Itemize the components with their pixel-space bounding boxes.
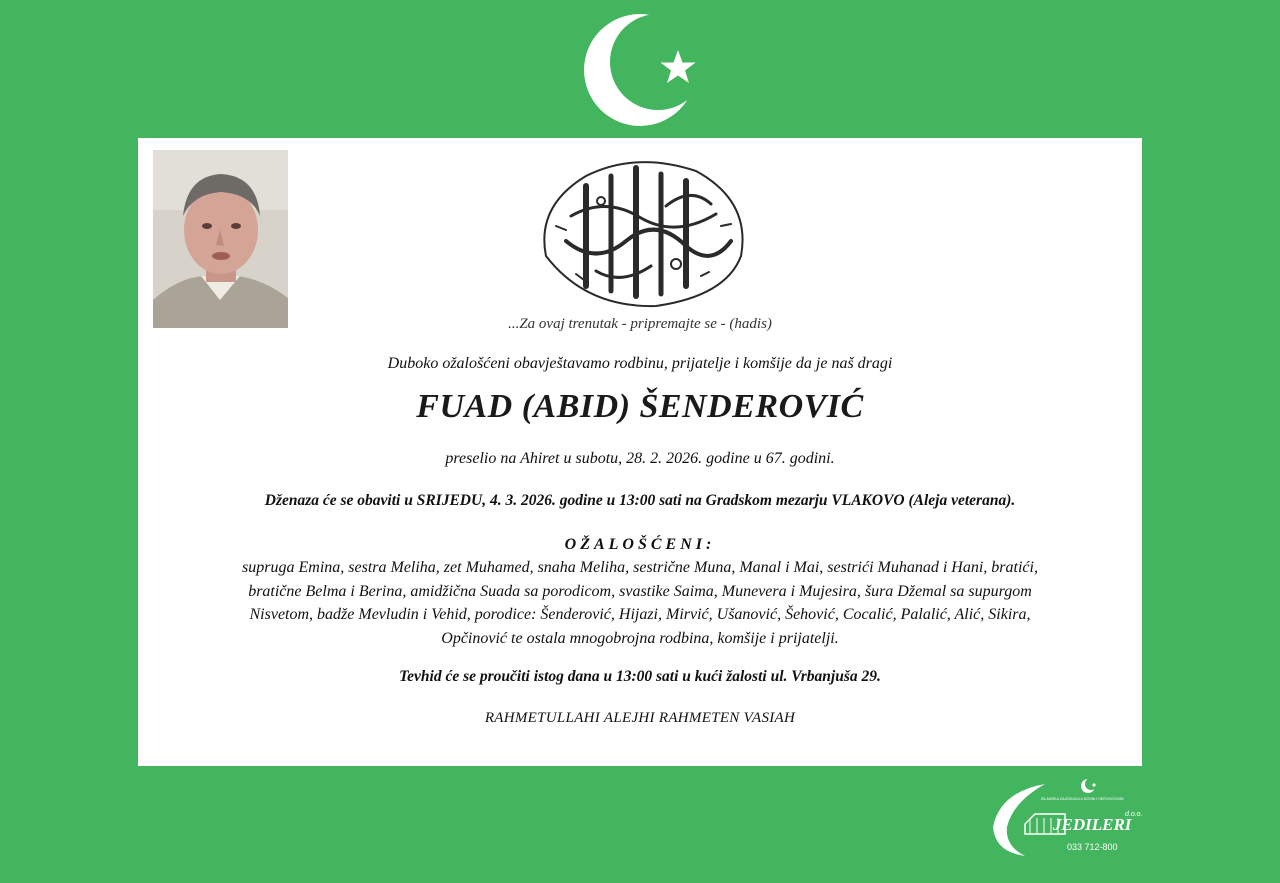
intro-text: Duboko ožalošćeni obavještavamo rodbinu, prijatelje i komšije da je naš dragi [387, 355, 893, 372]
logo-org-line: ISLAMSKA ZAJEDNICA U BOSNI I HERCEGOVINI [1041, 797, 1124, 801]
mourners-line: Nisvetom, badže Mevludin i Vehid, porodice: Šenderović, Hijazi, Mirvić, Ušanović, Šehović, Cocalić, Palalić, Alić, Sikira, [249, 606, 1031, 623]
jedileri-logo [985, 772, 1155, 860]
logo-brand: JEDILERI [1053, 815, 1132, 834]
mourners-heading: OŽALOŠĆENI: [564, 536, 716, 553]
mourners-list [158, 556, 1122, 650]
mourners-line: bratične Belma i Berina, amidžična Suada sa porodicom, svastike Saima, Munevera i Mujesira, šura Džemal sa supurgom [248, 582, 1032, 600]
logo-phone: 033 712-800 [1067, 842, 1118, 852]
arabic-calligraphy-icon [526, 146, 762, 316]
logo-suffix: d.o.o. [1125, 811, 1143, 818]
mourners-line: supruga Emina, sestra Meliha, zet Muhamed, snaha Meliha, sestrične Muna, Manal i Mai, sestrići Muhanad i Hani, bratići, [242, 559, 1038, 576]
funeral-info: Dženaza će se obaviti u SRIJEDU, 4. 3. 2026. godine u 13:00 sati na Gradskom mezarju VLAKOVO (Aleja veterana). [264, 492, 1016, 509]
passing-date-text: preselio na Ahiret u subotu, 28. 2. 2026. godine u 67. godini. [445, 450, 835, 467]
portrait-photo [153, 150, 288, 328]
tevhid-info: Tevhid će se proučiti istog dana u 13:00 sati u kući žalosti ul. Vrbanjuša 29. [399, 668, 881, 685]
deceased-name: FUAD (ABID) ŠENDEROVIĆ [416, 388, 864, 425]
obituary-card [138, 138, 1142, 766]
crescent-star-icon [570, 10, 710, 130]
closing-prayer: RAHMETULLAHI ALEJHI RAHMETEN VASIAH [484, 710, 796, 726]
mourners-line: Opčinović te ostala mnogobrojna rodbina, komšije i prijatelji. [441, 629, 839, 647]
logo-crescent-icon [1081, 778, 1097, 793]
hadith-quote: ...Za ovaj trenutak - pripremajte se - (hadis) [508, 316, 772, 332]
